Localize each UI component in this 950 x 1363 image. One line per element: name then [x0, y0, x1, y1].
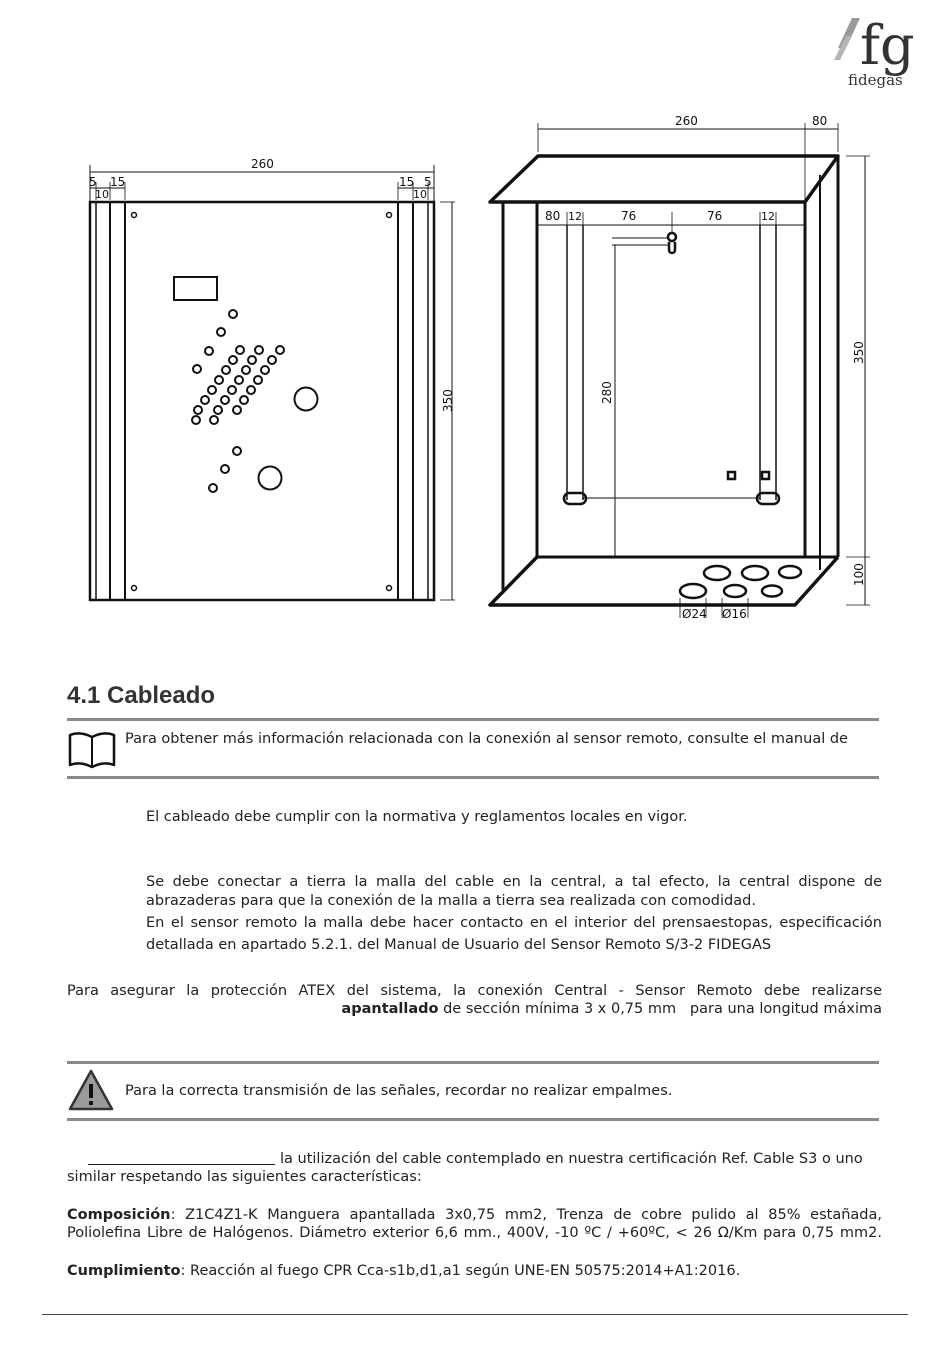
front-view [90, 165, 455, 600]
section-title: 4.1 Cableado [67, 682, 216, 709]
logo-mark: fg [860, 14, 915, 77]
warning-rule-top [67, 1061, 879, 1064]
bottom-height-label: 100 [852, 563, 866, 586]
composition-text-1: : Z1C4Z1-K Manguera apantallada 3x0,75 mm2, Trenza de cobre pulido al 85% estañada, [170, 1207, 882, 1223]
enclosure-drawing [0, 0, 950, 640]
info-rule-bottom [67, 776, 879, 779]
composition-line2: Poliolefina Libre de Halógenos. Diámetro exterior 6,6 mm., 400V, -10 ºC / +60ºC, < 26 Ω/Km para 0,75 mm2. [67, 1225, 882, 1241]
front-right-label-1: 15 [399, 175, 415, 189]
blank-underline [88, 1164, 275, 1165]
front-left-label-3: 10 [95, 188, 109, 201]
warning-icon [67, 1068, 115, 1112]
side-height-label: 350 [852, 341, 866, 364]
front-right-label-3: 10 [413, 188, 427, 201]
atex-rest: de sección mínima 3 x 0,75 mm para una longitud máxima [438, 1001, 882, 1017]
front-height-label: 350 [441, 389, 455, 412]
footer-rule [42, 1314, 908, 1315]
paragraph-atex-line1: Para asegurar la protección ATEX del sistema, la conexión Central - Sensor Remoto debe realizarse [67, 983, 882, 999]
paragraph-ground-line2: abrazaderas para que la conexión de la malla a tierra sea realizada con comodidad. [146, 893, 756, 909]
front-width-label: 260 [251, 157, 274, 171]
compliance-label: Cumplimiento [67, 1263, 181, 1279]
atex-bold-term: apantallado [341, 1001, 439, 1017]
paragraph-atex-line2 [341, 1000, 882, 1018]
inner-label-1: 80 [545, 209, 561, 223]
info-note: Para obtener más información relacionada con la conexión al sensor remoto, consulte el manual de [125, 731, 848, 747]
front-left-label-2: 15 [110, 175, 126, 189]
gland-label-24: Ø24 [682, 607, 707, 621]
warning-note: Para la correcta transmisión de las señales, recordar no realizar empalmes. [125, 1083, 673, 1099]
paragraph-ground-line1: Se debe conectar a tierra la malla del cable en la central, a tal efecto, la central dispone de [146, 874, 882, 890]
front-right-label-2: 5 [424, 175, 432, 189]
paragraph-remote-line2: detallada en apartado 5.2.1. del Manual de Usuario del Sensor Remoto S/3-2 FIDEGAS [146, 937, 772, 953]
front-left-label-1: 5 [89, 175, 97, 189]
paragraph-remote-line1: En el sensor remoto la malla debe hacer contacto en el interior del prensaestopas, especificación [146, 915, 882, 931]
side-view [490, 123, 870, 618]
inner-label-4: 76 [707, 209, 723, 223]
composition-label: Composición [67, 1207, 171, 1223]
inner-label-3: 76 [621, 209, 637, 223]
rail-length-label: 280 [600, 381, 614, 404]
composition-line1 [67, 1206, 882, 1224]
book-icon [68, 731, 116, 769]
logo-text: fidegas [848, 71, 903, 89]
side-width-label: 260 [675, 114, 698, 128]
warning-rule-bottom [67, 1118, 879, 1121]
gland-label-16: Ø16 [722, 607, 747, 621]
paragraph-cable-line2: similar respetando las siguientes características: [67, 1169, 422, 1185]
inner-label-5: 12 [761, 210, 775, 223]
compliance-text: : Reacción al fuego CPR Cca-s1b,d1,a1 según UNE-EN 50575:2014+A1:2016. [180, 1263, 741, 1279]
inner-label-2: 12 [568, 210, 582, 223]
paragraph-cable-line1: la utilización del cable contemplado en nuestra certificación Ref. Cable S3 o uno [280, 1151, 863, 1167]
paragraph-wiring-norms: El cableado debe cumplir con la normativa y reglamentos locales en vigor. [146, 809, 688, 825]
compliance-line [67, 1262, 740, 1280]
section-rule-top [67, 718, 879, 721]
side-depth-label: 80 [812, 114, 828, 128]
